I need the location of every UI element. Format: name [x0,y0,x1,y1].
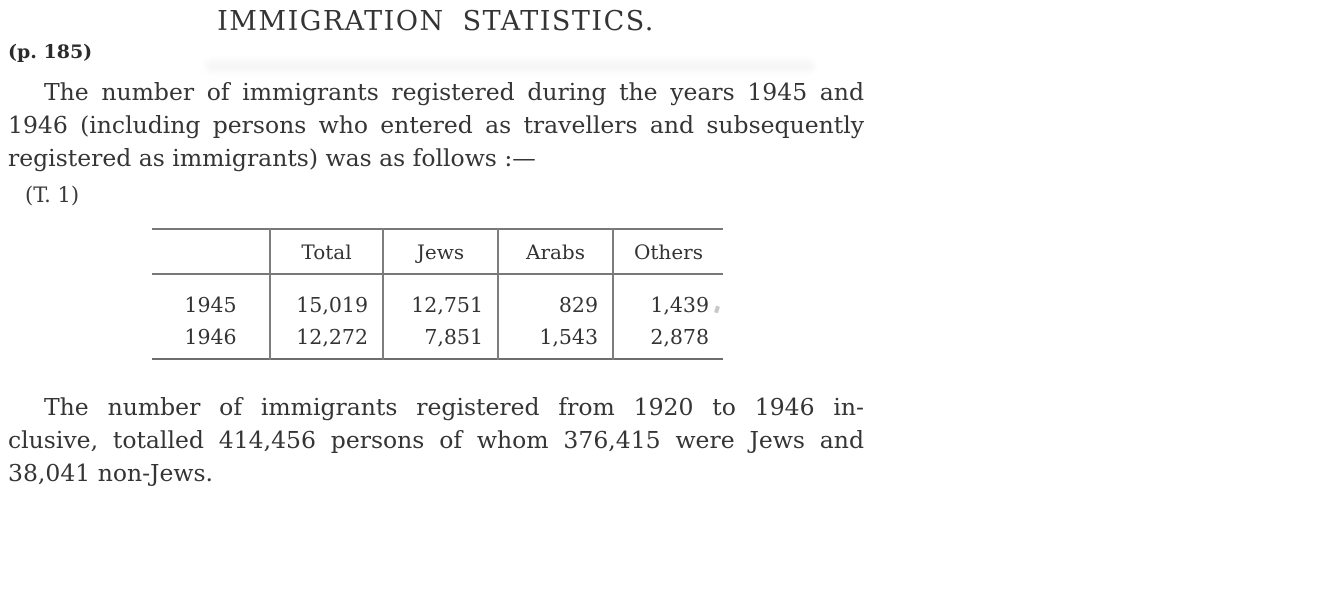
intro-paragraph [8,76,864,175]
column-header-jews: Jews [383,229,498,274]
column-header-arabs: Arabs [498,229,613,274]
cell-arabs: 1,543 [498,319,613,359]
cell-others: 1,439 [613,274,723,319]
column-header-total: Total [270,229,383,274]
column-header-others: Others [613,229,723,274]
immigration-table [152,228,723,360]
cell-jews: 12,751 [383,274,498,319]
cell-jews: 7,851 [383,319,498,359]
paragraph-line: The number of immigrants registered during the years 1945 and [44,78,864,106]
paragraph-line: 1946 (including persons who entered as travellers and subsequently [8,111,864,139]
summary-paragraph [8,391,864,490]
ink-bleed-artifact [205,60,815,72]
table-row [152,274,723,319]
page-title: IMMIGRATION STATISTICS. [217,6,655,37]
paragraph-line: 38,041 non-Jews. [8,459,214,487]
table-header-row [152,229,723,274]
page-reference: (p. 185) [8,41,93,63]
cell-total: 12,272 [270,319,383,359]
cell-arabs: 829 [498,274,613,319]
column-header-blank [152,229,270,274]
row-label-year: 1946 [184,325,237,349]
row-label-year: 1945 [184,293,237,317]
table-row [152,319,723,359]
paragraph-line: registered as immigrants) was as follows :— [8,144,536,172]
cell-total: 15,019 [270,274,383,319]
table-reference: (T. 1) [25,183,80,207]
paragraph-line: clusive, totalled 414,456 persons of whom 376,415 were Jews and [8,426,864,454]
cell-others: 2,878 [613,319,723,359]
paragraph-line: The number of immigrants registered from 1920 to 1946 in- [44,393,864,421]
